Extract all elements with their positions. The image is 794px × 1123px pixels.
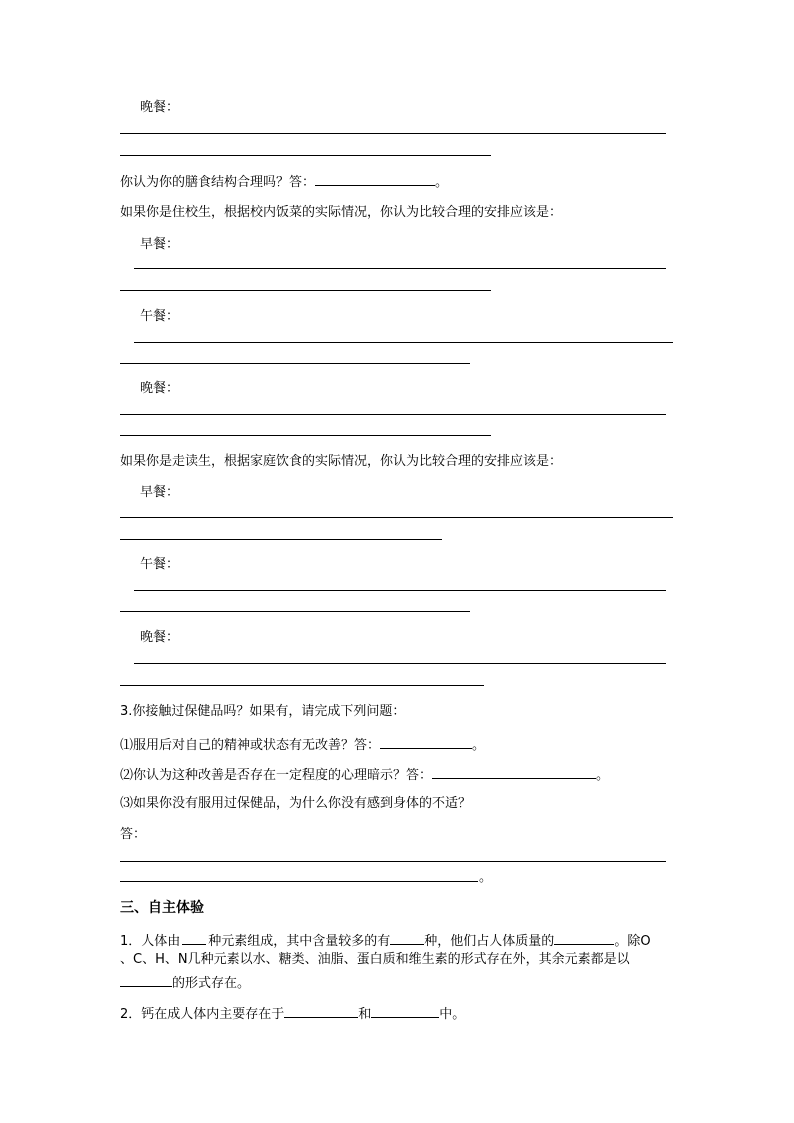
- major-element-count-blank[interactable]: [390, 930, 424, 945]
- element-count-blank[interactable]: [182, 930, 206, 945]
- boarder-lunch-label: 午餐：: [140, 309, 180, 324]
- answer-line[interactable]: [120, 435, 491, 436]
- dinner-label-top: 晚餐：: [140, 100, 180, 115]
- answer-line[interactable]: [120, 290, 491, 291]
- answer-line[interactable]: [134, 268, 666, 269]
- day-lunch-label: 午餐：: [140, 557, 180, 572]
- answer-line[interactable]: [120, 861, 666, 862]
- answer-line[interactable]: [120, 155, 491, 156]
- answer-line[interactable]: [120, 881, 478, 882]
- form-blank[interactable]: [120, 972, 172, 987]
- day-dinner-label: 晚餐：: [140, 630, 180, 645]
- answer-line[interactable]: [120, 539, 442, 540]
- answer-line[interactable]: [120, 133, 666, 134]
- s3-q1-line3: 的形式存在。: [120, 972, 250, 993]
- boarder-breakfast-label: 早餐：: [140, 237, 180, 252]
- calcium-location-blank-2[interactable]: [371, 1003, 439, 1018]
- q3-sub2: ⑵你认为这种改善是否存在一定程度的心理暗示？答： 。: [120, 764, 609, 785]
- answer-line[interactable]: [120, 517, 673, 518]
- answer-line[interactable]: [134, 590, 666, 591]
- diet-question: 你认为你的膳食结构合理吗？答： 。: [120, 171, 448, 192]
- mass-percentage-blank[interactable]: [554, 930, 614, 945]
- boarder-prompt: 如果你是住校生，根据校内饭菜的实际情况，你认为比较合理的安排应该是：: [120, 205, 563, 220]
- q3-intro: 3.你接触过保健品吗？如果有，请完成下列问题：: [120, 704, 406, 719]
- answer-line[interactable]: [134, 342, 673, 343]
- q3-sub3: ⑶如果你没有服用过保健品，为什么你没有感到身体的不适？: [120, 796, 472, 811]
- s3-q2: 2．钙在成人体内主要存在于 和 中。: [120, 1003, 465, 1024]
- day-student-prompt: 如果你是走读生，根据家庭饮食的实际情况，你认为比较合理的安排应该是：: [120, 454, 563, 469]
- answer-line[interactable]: [120, 363, 470, 364]
- q3-answer-end: 。: [479, 870, 493, 885]
- q3-sub1: ⑴服用后对自己的精神或状态有无改善？答： 。: [120, 734, 485, 755]
- q3-answer-label: 答：: [120, 827, 147, 842]
- answer-line[interactable]: [120, 414, 666, 415]
- s3-q1-line1: 1．人体由 种元素组成，其中含量较多的有 种，他们占人体质量的 。除O: [120, 930, 651, 951]
- s3-q1-line2: 、C、H、N几种元素以水、糖类、油脂、蛋白质和维生素的形式存在外，其余元素都是以: [120, 952, 630, 967]
- q3-sub2-blank[interactable]: [432, 764, 596, 779]
- answer-line[interactable]: [120, 611, 470, 612]
- answer-line[interactable]: [120, 685, 484, 686]
- day-breakfast-label: 早餐：: [140, 485, 180, 500]
- answer-line[interactable]: [134, 663, 666, 664]
- diet-answer-blank[interactable]: [315, 171, 435, 186]
- calcium-location-blank-1[interactable]: [284, 1003, 358, 1018]
- boarder-dinner-label: 晚餐：: [140, 381, 180, 396]
- q3-sub1-blank[interactable]: [380, 734, 472, 749]
- section-heading: 三、自主体验: [120, 900, 204, 916]
